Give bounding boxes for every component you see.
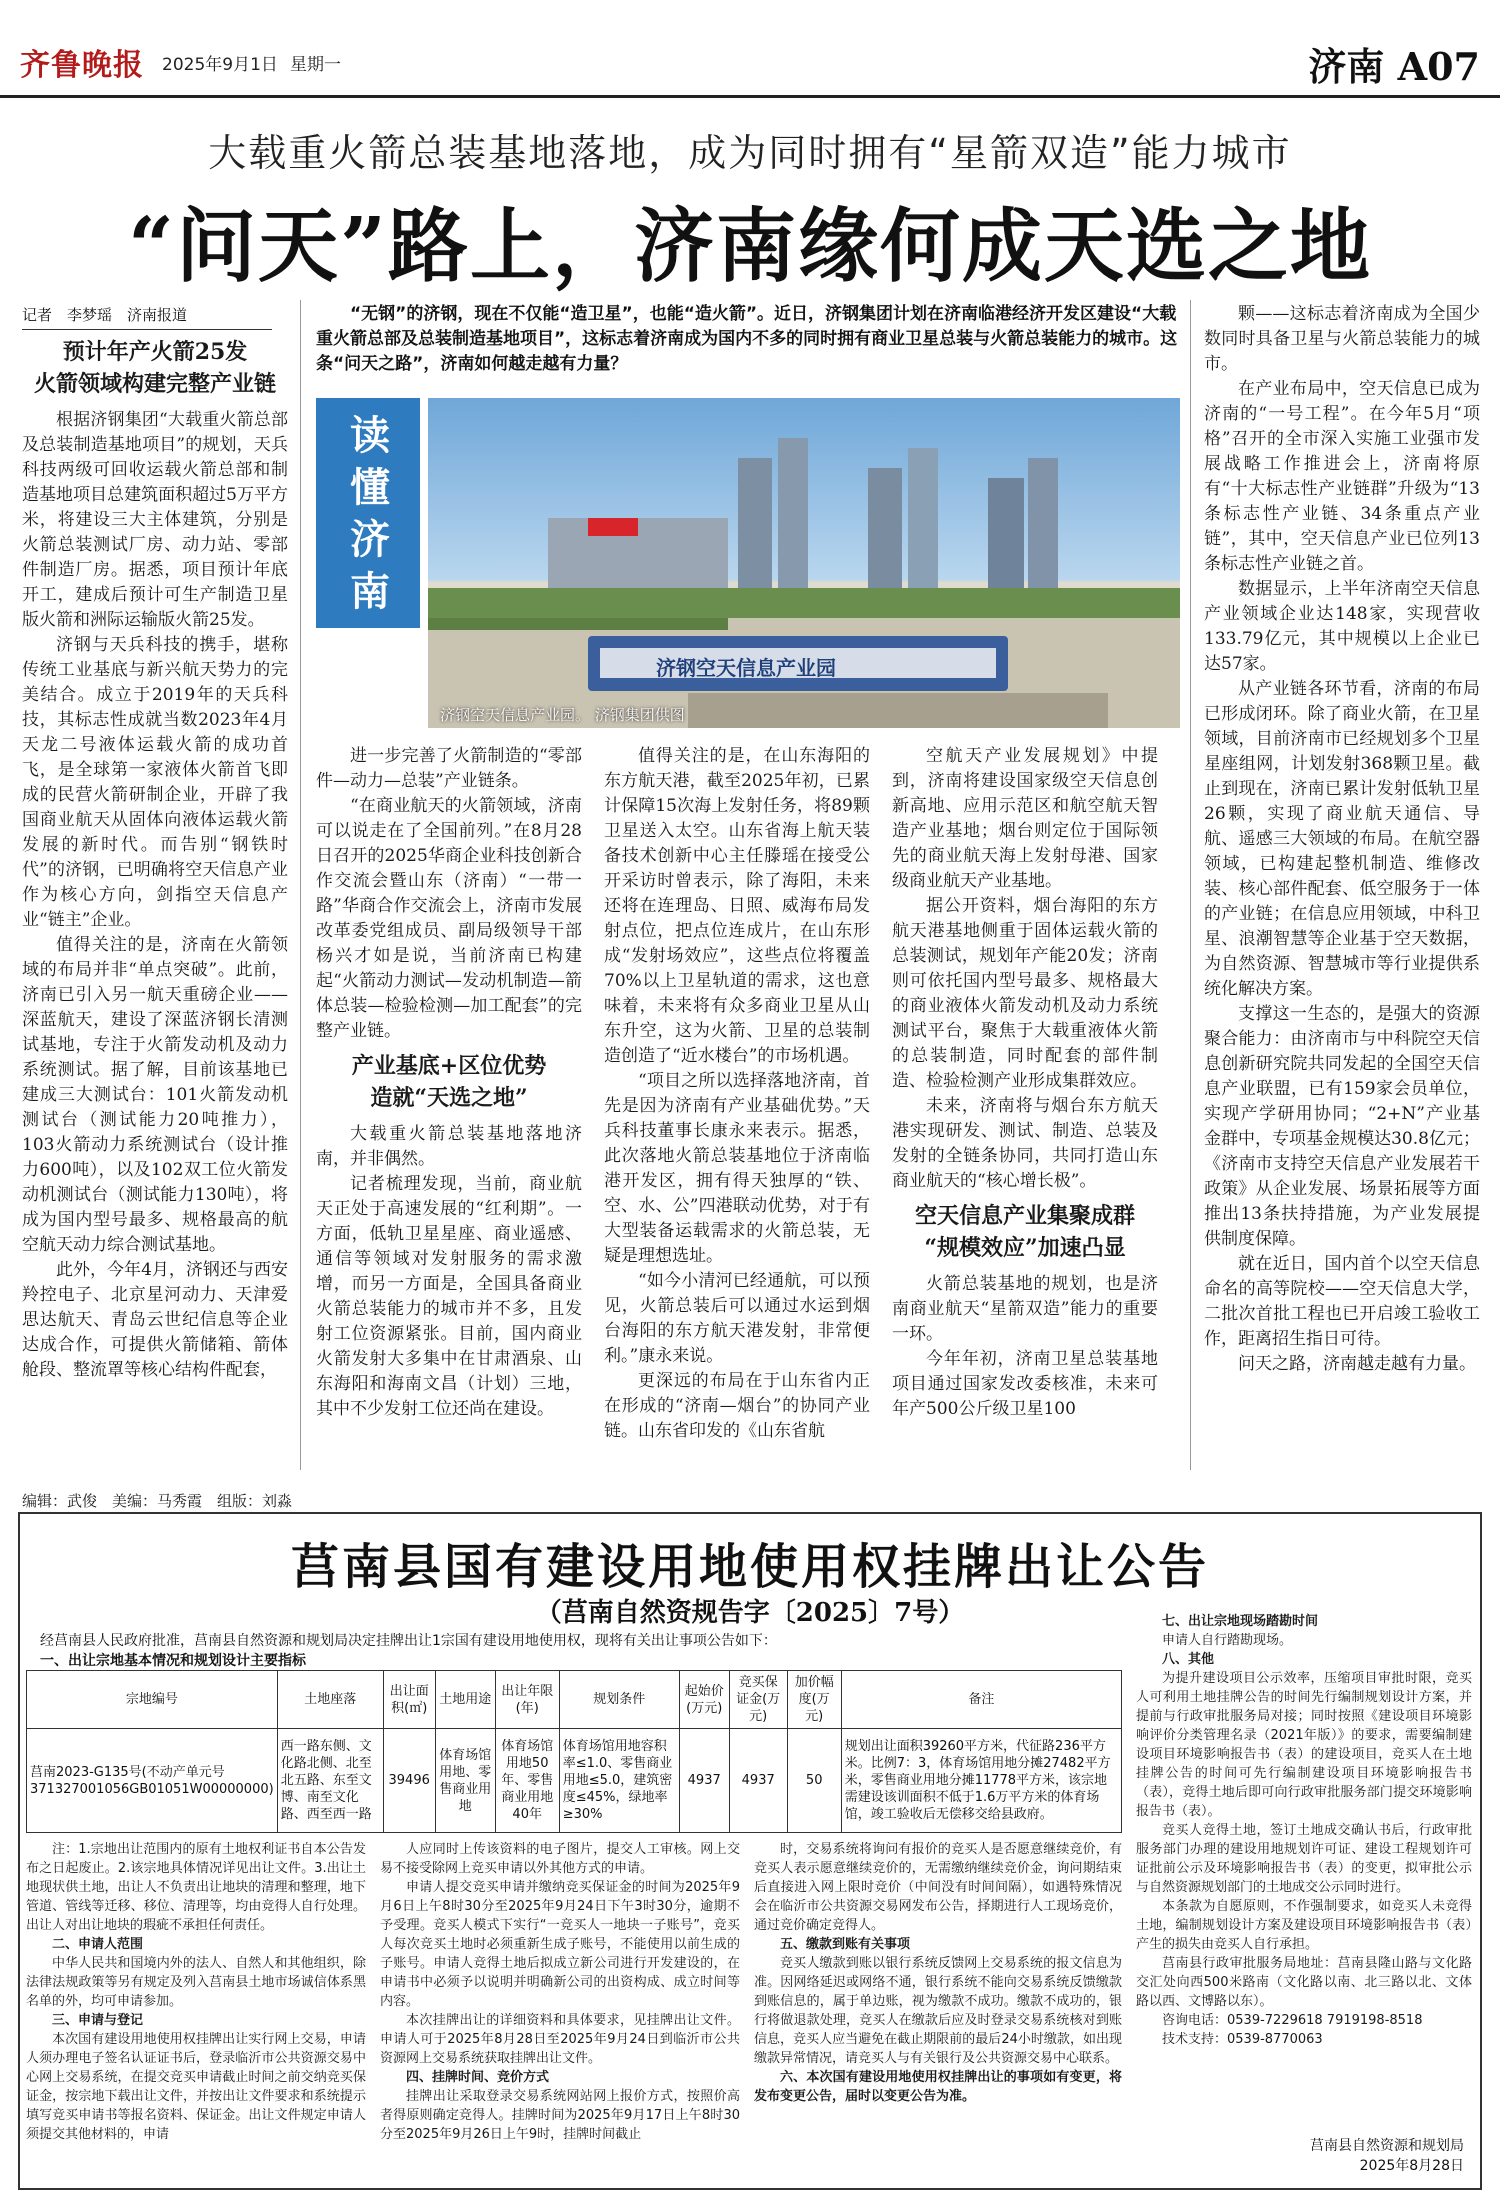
paragraph: 就在近日，国内首个以空天信息命名的高等院校——空天信息大学，二批次首批工程也已开启竣工验收工作，距离招生指日可待。 bbox=[1204, 1254, 1480, 1349]
paragraph: 今年年初，济南卫星总装基地项目通过国家发改委核准，未来可年产500公斤级卫星100 bbox=[892, 1349, 1158, 1419]
notice-section-heading: 五、缴款到账有关事项 bbox=[780, 1937, 911, 1952]
notice-paragraph: 为提升建设项目公示效率，压缩项目审批时限，竞买人可利用土地挂牌公告的时间先行编制规划设计方案，并提前与行政审批服务局对接；同时按照《建设项目环境影响评价分类管理名录（2021年版）》的要求，需要编制建设项目环境影响报告书（表）的建设项目，竞买人在土地挂牌公告的时间可先行编制建设项目环境影响报告书（表），竞得土地后即可向行政审批服务部门提交环境影响报告书（表）。 bbox=[1136, 1671, 1472, 1819]
notice-paragraph: 人应同时上传该资料的电子图片，提交人工审核。网上交易不接受除网上竞买申请以外其他方式的申请。 bbox=[380, 1842, 740, 1876]
notice-paragraph: 挂牌出让采取登录交易系统网站网上报价方式，按照价高者得原则确定竞得人。挂牌时间为2025年9月17日上午8时30分至2025年9月26日上午9时，挂牌时间截止 bbox=[380, 2089, 740, 2142]
article-deck: 大载重火箭总装基地落地，成为同时拥有“星箭双造”能力城市 bbox=[208, 131, 1292, 175]
notice-sign-org: 莒南县自然资源和规划局 bbox=[1310, 2138, 1464, 2154]
article-column-5 bbox=[1204, 302, 1480, 1377]
table-header: 宗地编号 bbox=[27, 1671, 278, 1729]
paragraph: 大载重火箭总装基地落地济南，并非偶然。 bbox=[316, 1124, 582, 1169]
paragraph: “在商业航天的火箭领域，济南可以说走在了全国前列。”在8月28日召开的2025华商企业科技创新合作交流会暨山东（济南）“一带一路”华商合作交流会上，济南市发展改革委党组成员、副局级领导干部杨兴才如是说，当前济南已构建起“火箭动力测试—发动机制造—箭体总装—检验检测—加工配套”的完整产业链。 bbox=[316, 796, 582, 1041]
paragraph: 更深远的布局在于山东省内正在形成的“济南—烟台”的协同产业链。山东省印发的《山东省航 bbox=[604, 1371, 870, 1441]
notice-column-4 bbox=[1136, 1612, 1472, 2049]
table-cell: 39496 bbox=[383, 1729, 435, 1833]
table-header: 规划条件 bbox=[559, 1671, 679, 1729]
column-divider bbox=[300, 300, 301, 1470]
table-header: 出让年限(年) bbox=[495, 1671, 559, 1729]
paragraph: “如今小清河已经通航，可以预见，火箭总装后可以通过水运到烟台海阳的东方航天港发射，非常便利。”康永来说。 bbox=[604, 1271, 870, 1366]
notice-paragraph: 中华人民共和国境内外的法人、自然人和其他组织，除法律法规政策等另有规定及列入莒南县土地市场诚信体系黑名单的外，均可申请参加。 bbox=[26, 1956, 366, 2009]
paragraph: 问天之路，济南越走越有力量。 bbox=[1238, 1354, 1476, 1374]
notice-title: 莒南县国有建设用地使用权挂牌出让公告 bbox=[290, 1539, 1209, 1595]
article-column-2 bbox=[316, 744, 582, 1422]
paragraph: 济钢与天兵科技的携手，堪称传统工业基底与新兴航天势力的完美结合。成立于2019年的天兵科技，其标志性成就当数2023年4月天龙二号液体运载火箭的成功首飞，是全球第一家液体火箭首飞即成的民营火箭研制企业，开辟了我国商业航天从固体向液体运载火箭发展的新时代。而告别“钢铁时代”的济钢，已明确将空天信息产业作为核心方向，剑指空天信息产业“链主”企业。 bbox=[22, 635, 288, 930]
notice-paragraph: 申请人提交竞买申请并缴纳竞买保证金的时间为2025年9月6日上午8时30分至2025年9月24日下午3时30分，逾期不予受理。竞买人模式下实行“一竞买人一地块一子账号”，竞买人每次竞买土地时必须重新生成子账号，不能使用以前生成的子账号。申请人竞得土地后拟成立新公司进行开发建设的，在申请书中必须予以说明并明确新公司的出资构成、成立时间等内容。 bbox=[380, 1880, 740, 2009]
editor-credits: 编辑：武俊 美编：马秀霞 组版：刘淼 bbox=[22, 1492, 293, 1510]
paragraph: 数据显示，上半年济南空天信息产业领域企业达148家，实现营收133.79亿元，其中规模以上企业已达57家。 bbox=[1204, 579, 1480, 674]
table-header: 备注 bbox=[841, 1671, 1121, 1729]
newspaper-logo: 齐鲁晚报 bbox=[20, 48, 144, 83]
notice-paragraph: 时，交易系统将询问有报价的竞买人是否愿意继续竞价，有竞买人表示愿意继续竞价的，无需缴纳继续竞价金，询问期结束后直接进入网上限时竞价（中间没有时间间隔），如遇特殊情况会在临沂市公共资源交易网发布公告，择期进行人工现场竞价，通过竞价确定竞得人。 bbox=[754, 1842, 1122, 1933]
notice-paragraph: 申请人自行踏勘现场。 bbox=[1162, 1633, 1293, 1648]
table-cell: 莒南2023-G135号(不动产单元号371327001056GB01051W00000000) bbox=[27, 1729, 278, 1833]
article-byline: 记者 李梦瑶 济南报道 bbox=[22, 304, 272, 330]
notice-paragraph: 咨询电话：0539-7229618 7919198-8518 bbox=[1162, 2013, 1423, 2028]
notice-signature bbox=[1310, 2136, 1464, 2176]
page-label: 济南 A07 bbox=[1308, 44, 1480, 89]
table-cell: 体育场馆用地容积率≤1.0、零售商业用地≤5.0，建筑密度≤45%，绿地率≥30% bbox=[559, 1729, 679, 1833]
paragraph: 进一步完善了火箭制造的“零部件—动力—总装”产业链条。 bbox=[316, 746, 582, 791]
notice-paragraph: 本次国有建设用地使用权挂牌出让实行网上交易，申请人须办理电子签名认证证书后，登录临沂市公共资源交易中心网上交易系统，在提交竞买申请截止时间之前交纳竞买保证金，按宗地下载出让文件，并按出让文件要求和系统提示填写竞买申请书等报名资料、保证金。出让文件规定申请人须提交其他材料的，申请 bbox=[26, 2032, 366, 2142]
paragraph: 空航天产业发展规划》中提到，济南将建设国家级空天信息创新高地、应用示范区和航空航天智造产业基地；烟台则定位于国际领先的商业航天海上发射母港、国家级商业航天产业基地。 bbox=[892, 746, 1158, 891]
masthead bbox=[0, 0, 1500, 98]
article-photo bbox=[428, 398, 1180, 728]
notice-paragraph: 竞买人竞得土地，签订土地成交确认书后，行政审批服务部门办理的建设用地规划许可证、建设工程规划许可证批前公示及环境影响报告书（表）的变更，拟审批公示与自然资源规划部门的土地成交公示同时进行。 bbox=[1136, 1823, 1472, 1895]
paragraph: 值得关注的是，在山东海阳的东方航天港，截至2025年初，已累计保障15次海上发射任务，将89颗卫星送入太空。山东省海上航天装备技术创新中心主任滕瑶在接受公开采访时曾表示，除了海阳，未来还将在连理岛、日照、威海布局发射点位，把点位连成片，在山东形成“发射场效应”，这些点位将覆盖70%以上卫星轨道的需求，这也意味着，未来将有众多商业卫星从山东升空，这为火箭、卫星的总装制造创造了“近水楼台”的市场机遇。 bbox=[604, 746, 870, 1066]
table-cell: 西一路东侧、文化路北侧、北至北五路、东至文博、南至文化路、西至西一路 bbox=[277, 1729, 383, 1833]
table-header: 出让面积(㎡) bbox=[383, 1671, 435, 1729]
table-cell: 规划出让面积39260平方米，代征路236平方米。比例7：3，体育场馆用地分摊27482平方米，零售商业用地分摊11778平方米，该宗地需建设该训面积不低于1.6万平方米的体育场馆，竣工验收后无偿移交给县政府。 bbox=[841, 1729, 1121, 1833]
paragraph: 在产业布局中，空天信息已成为济南的“一号工程”。在今年5月“项格”召开的全市深入实施工业强市发展战略工作推进会上，济南将原有“十大标志性产业链群”升级为“13条标志性产业链、34条重点产业链”，其中，空天信息产业已位列13条标志性产业链之首。 bbox=[1204, 379, 1480, 574]
notice-section-1: 一、出让宗地基本情况和规划设计主要指标 bbox=[40, 1653, 306, 1669]
paragraph: 支撑这一生态的，是强大的资源聚合能力：由济南市与中科院空天信息创新研究院共同发起的全国空天信息产业联盟，已有159家会员单位，实现产学研用协同；“2+N”产业基金群中，专项基金规模达30.8亿元；《济南市支持空天信息产业发展若干政策》从企业发展、场景拓展等方面推出13条扶持措施，为产业发展提供制度保障。 bbox=[1204, 1004, 1480, 1249]
notice-section-heading: 三、申请与登记 bbox=[52, 2013, 144, 2028]
table-cell: 4937 bbox=[729, 1729, 787, 1833]
table-cell: 体育场馆用地、零售商业用地 bbox=[435, 1729, 495, 1833]
paragraph: 记者梳理发现，当前，商业航天正处于高速发展的“红利期”。一方面，低轨卫星星座、商业遥感、通信等领域对发射服务的需求激增，而另一方面是，全国具备商业火箭总装能力的城市并不多，且发射工位资源紧张。目前，国内商业火箭发射大多集中在甘肃酒泉、山东海阳和海南文昌（计划）三地，其中不少发射工位还尚在建设。 bbox=[316, 1174, 582, 1419]
paragraph: 火箭总装基地的规划，也是济南商业航天“星箭双造”能力的重要一环。 bbox=[892, 1274, 1158, 1344]
article-column-3 bbox=[604, 744, 870, 1444]
paragraph: 从产业链各环节看，济南的布局已形成闭环。除了商业火箭，在卫星领域，目前济南市已经规划多个卫星星座组网，计划发射368颗卫星。截止到现在，济南已累计发射低轨卫星26颗，实现了商业航天通信、导航、遥感三大领域的布局。在航空器领域，已构建起整机制造、维修改装、核心部件配套、低空服务于一体的产业链；在信息应用领域，中科卫星、浪潮智慧等企业基于空天数据，为自然资源、智慧城市等行业提供系统化解决方案。 bbox=[1204, 679, 1480, 999]
table-header: 竞买保证金(万元) bbox=[729, 1671, 787, 1729]
paragraph: 颗——这标志着济南成为全国少数同时具备卫星与火箭总装能力的城市。 bbox=[1204, 304, 1480, 374]
table-cell: 50 bbox=[787, 1729, 841, 1833]
notice-paragraph: 本条款为自愿原则，不作强制要求，如竞买人未竞得土地，编制规划设计方案及建设项目环境影响报告书（表）产生的损失由竞买人自行承担。 bbox=[1136, 1899, 1472, 1952]
notice-column-3 bbox=[754, 1840, 1122, 2106]
notice-paragraph: 注：1.宗地出让范围内的原有土地权利证书自本公告发布之日起废止。2.该宗地具体情况详见出让文件。3.出让土地现状供土地，出让人不负责出让地块的清理和整理，地下管道、管线等迁移、移位、清理等，均由竞得人自行处理。出让人对出让地块的瑕疵不承担任何责任。 bbox=[26, 1842, 366, 1933]
paragraph: 未来，济南将与烟台东方航天港实现研发、测试、制造、总装及发射的全链条协同，共同打造山东商业航天的“核心增长极”。 bbox=[892, 1096, 1158, 1191]
table-header: 土地座落 bbox=[277, 1671, 383, 1729]
paragraph: 此外，今年4月，济钢还与西安羚控电子、北京星河动力、天津爱思达航天、青岛云世纪信息等企业达成合作，可提供火箭储箱、箭体舱段、整流罩等核心结构件配套， bbox=[22, 1260, 288, 1380]
notice-paragraph: 莒南县行政审批服务局地址：莒南县隆山路与文化路交汇处向西500米路南（文化路以南、北三路以北、文体路以西、文博路以东）。 bbox=[1136, 1956, 1472, 2009]
notice-paragraph: 竞买人缴款到账以银行系统反馈网上交易系统的报文信息为准。因网络延迟或网络不通，银行系统不能向交易系统反馈缴款到账信息的，属于单边账，视为缴款不成功。缴款不成功的，银行将做退款处理，竞买人在缴款后应及时登录交易系统核对到账信息，竞买人应当避免在截止期限前的最后24小时缴款，如出现缴款异常情况，请竞买人与有关银行及公共资源交易中心联系。 bbox=[754, 1956, 1122, 2066]
table-cell: 4937 bbox=[679, 1729, 729, 1833]
table-header: 加价幅度(万元) bbox=[787, 1671, 841, 1729]
notice-section-heading: 八、其他 bbox=[1162, 1652, 1215, 1667]
paragraph: 值得关注的是，济南在火箭领域的布局并非“单点突破”。此前，济南已引入另一航天重磅企业——深蓝航天，建设了深蓝济钢长清测试基地，专注于火箭发动机及动力系统测试。据了解，目前该基地已建成三大测试台：101火箭发动机测试台（测试能力20吨推力），103火箭动力系统测试台（设计推力600吨），以及102双工位火箭发动机测试台（测试能力130吨），将成为国内型号最多、规格最高的航空航天动力综合测试基地。 bbox=[22, 935, 288, 1255]
photo-caption: 济钢空天信息产业园。 济钢集团供图 bbox=[440, 706, 685, 724]
article-column-1 bbox=[22, 330, 288, 1383]
table-row bbox=[27, 1729, 1122, 1833]
paragraph: 根据济钢集团“大载重火箭总部及总装制造基地项目”的规划，天兵科技两级可回收运载火箭总部和制造基地项目总建筑面积超过5万平方米，将建设三大主体建筑，分别是火箭总装测试厂房、动力站、零部件制造厂房。据悉，项目预计年底开工，建成后预计可生产制造卫星版火箭和洲际运输版火箭25发。 bbox=[22, 410, 288, 630]
notice-section-heading: 六、本次国有建设用地使用权挂牌出让的事项如有变更，将发布变更公告，届时以变更公告为准。 bbox=[754, 2070, 1122, 2104]
article-column-4 bbox=[892, 744, 1158, 1422]
notice-column-2 bbox=[380, 1840, 740, 2144]
article-headline: “问天”路上，济南缘何成天选之地 bbox=[127, 199, 1373, 293]
issue-weekday: 星期一 bbox=[290, 55, 341, 75]
notice-column-1 bbox=[26, 1840, 366, 2144]
section-subhead-3: 空天信息产业集聚成群 “规模效应”加速凸显 bbox=[914, 1203, 1135, 1261]
column-divider bbox=[1190, 300, 1191, 1470]
read-jinan-label: 读懂济南 bbox=[350, 412, 390, 615]
photo-sign-text: 济钢空天信息产业园 bbox=[656, 656, 836, 680]
notice-subtitle: （莒南自然资规告字〔2025〕7号） bbox=[535, 1598, 965, 1628]
notice-sign-date: 2025年8月28日 bbox=[1359, 2158, 1464, 2174]
article-lead: “无钢”的济钢，现在不仅能“造卫星”，也能“造火箭”。近日，济钢集团计划在济南临港经济开发区建设“大载重火箭总部及总装制造基地项目”，这标志着济南成为国内不多的同时拥有商业卫星总装与火箭总装能力的城市。这条“问天之路”，济南如何越走越有力量？ bbox=[316, 304, 1178, 374]
table-header-row bbox=[27, 1671, 1122, 1729]
section-subhead-2: 产业基底+区位优势 造就“天选之地” bbox=[351, 1053, 547, 1111]
issue-date: 2025年9月1日 bbox=[162, 55, 278, 75]
notice-section-heading: 七、出让宗地现场踏勘时间 bbox=[1162, 1614, 1319, 1629]
notice-section-heading: 四、挂牌时间、竞价方式 bbox=[406, 2070, 550, 2085]
section-subhead-1: 预计年产火箭25发 火箭领域构建完整产业链 bbox=[33, 339, 276, 397]
paragraph: “项目之所以选择落地济南，首先是因为济南有产业基础优势。”天兵科技董事长康永来表示。据悉，此次落地火箭总装基地位于济南临港开发区，拥有得天独厚的“铁、空、水、公”四港联动优势，对于有大型装备运载需求的火箭总装，无疑是理想选址。 bbox=[604, 1071, 870, 1266]
notice-paragraph: 本次挂牌出让的详细资料和具体要求，见挂牌出让文件。申请人可于2025年8月28日至2025年9月24日到临沂市公共资源网上交易系统获取挂牌出让文件。 bbox=[380, 2013, 740, 2066]
land-parcel-table bbox=[26, 1670, 1122, 1833]
notice-paragraph: 技术支持：0539-8770063 bbox=[1162, 2032, 1323, 2047]
notice-intro: 经莒南县人民政府批准，莒南县自然资源和规划局决定挂牌出让1宗国有建设用地使用权，现将有关出让事项公告如下： bbox=[40, 1633, 777, 1649]
table-header: 起始价(万元) bbox=[679, 1671, 729, 1729]
paragraph: 据公开资料，烟台海阳的东方航天港基地侧重于固体运载火箭的总装测试，规划年产能20发；济南则可依托国内型号最多、规格最大的商业液体火箭发动机及动力系统测试平台，聚焦于大载重液体火箭的总装制造，同时配套的部件制造、检验检测产业形成集群效应。 bbox=[892, 896, 1158, 1091]
notice-section-heading: 二、申请人范围 bbox=[52, 1937, 144, 1952]
table-cell: 体育场馆用地50年、零售商业用地40年 bbox=[495, 1729, 559, 1833]
table-header: 土地用途 bbox=[435, 1671, 495, 1729]
